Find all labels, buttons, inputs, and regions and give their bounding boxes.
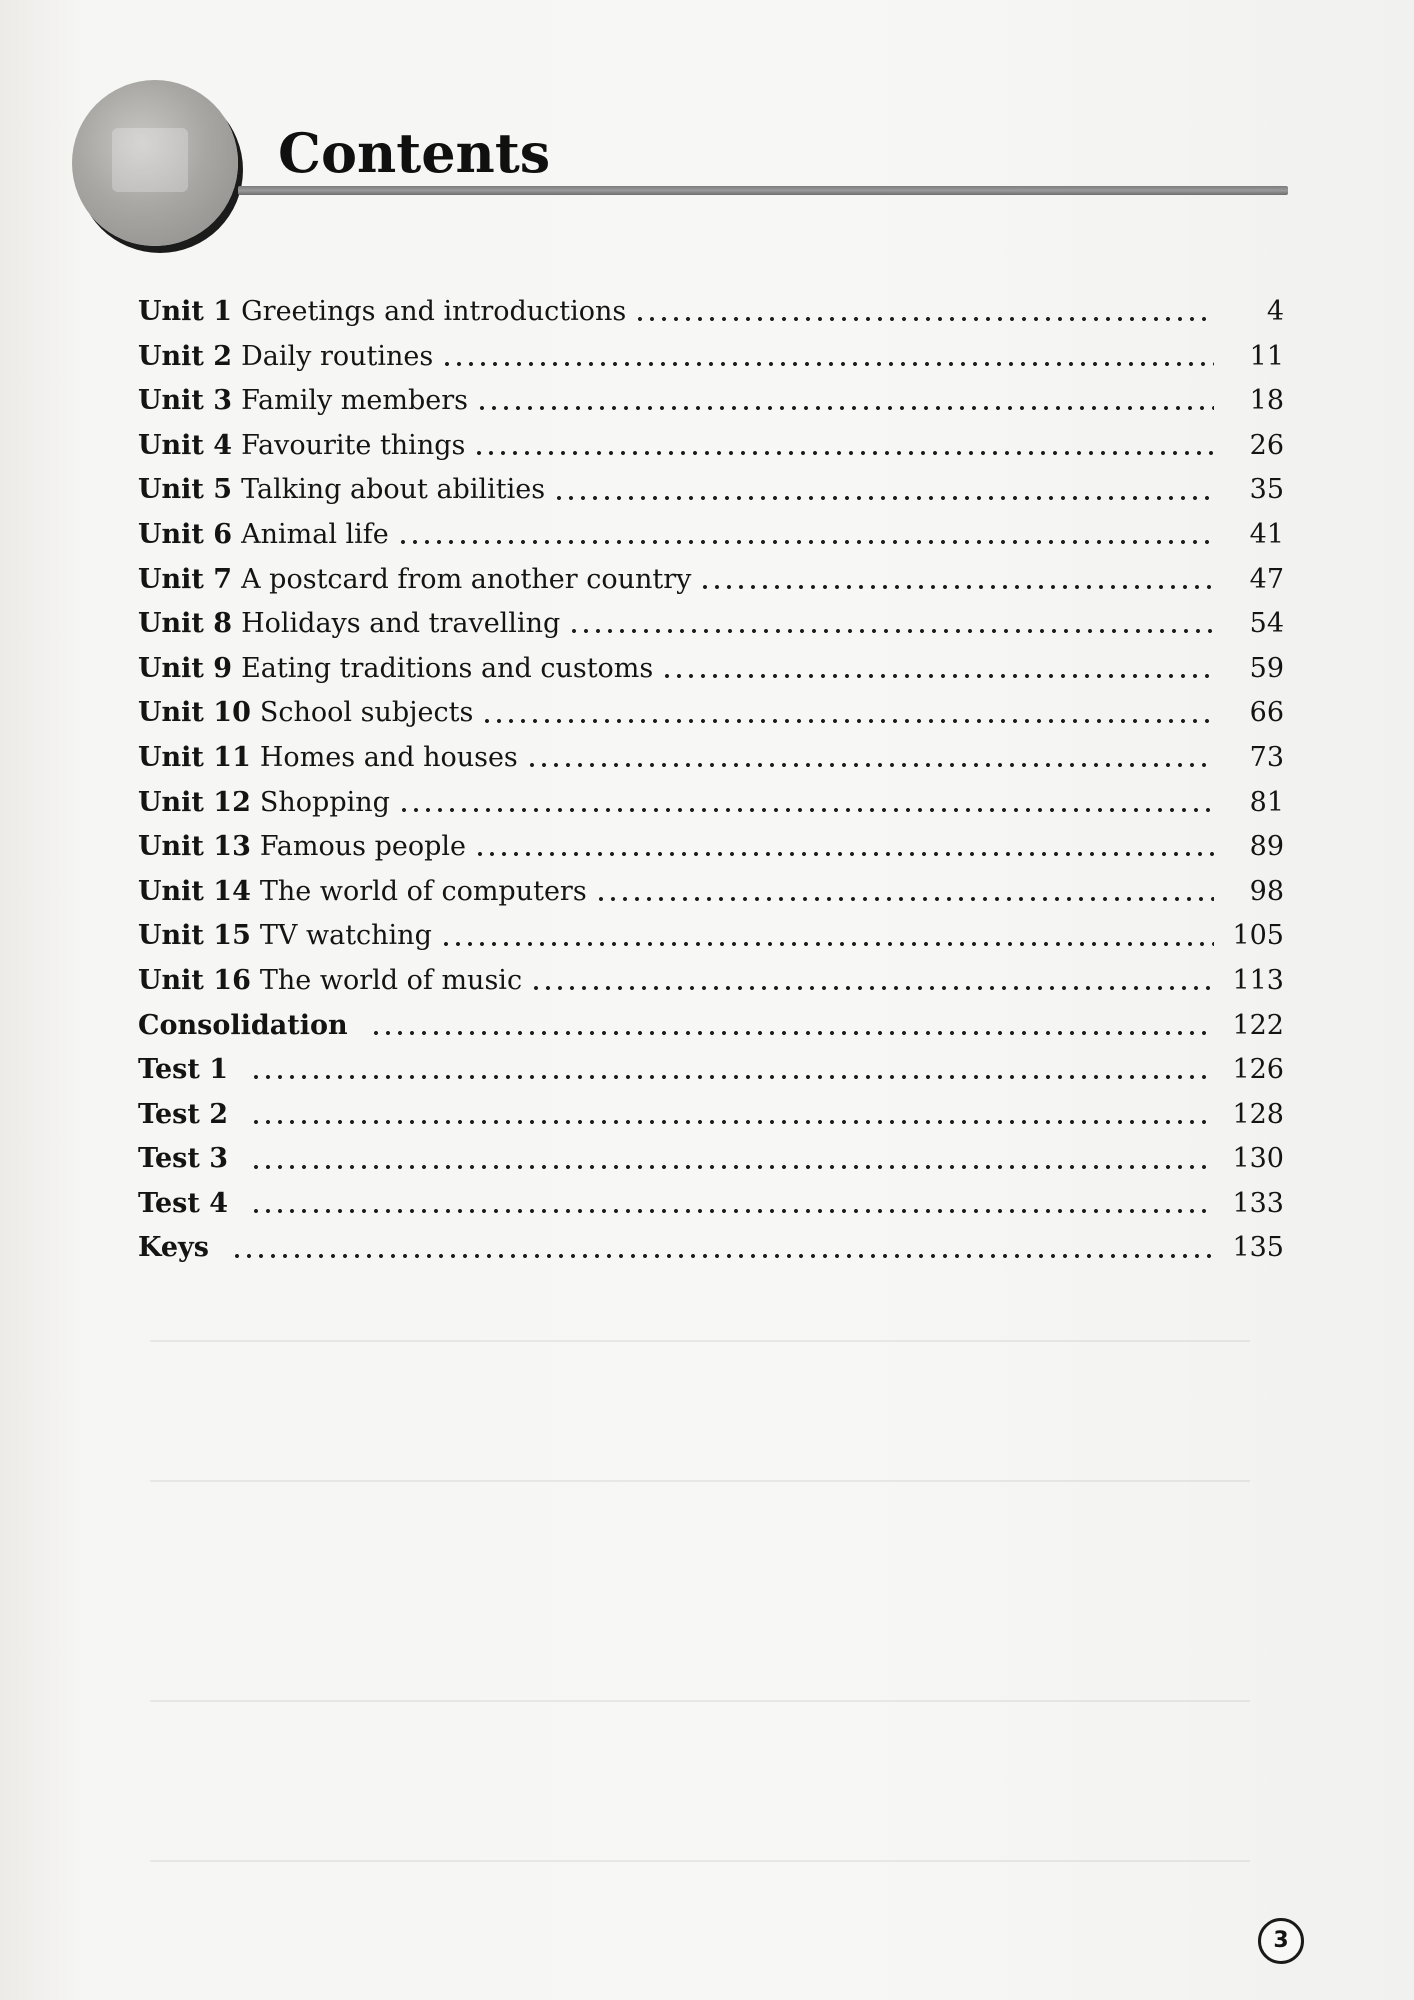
title-underline [238, 186, 1288, 195]
dot-leader [481, 718, 1214, 724]
toc-entry-title: Animal life [241, 518, 389, 550]
toc-entry-title: Eating traditions and customs [241, 652, 654, 684]
toc-entry-label: Unit 6 [138, 518, 233, 550]
toc-entry[interactable] [138, 513, 1284, 558]
toc-entry-label: Unit 4 [138, 429, 233, 461]
show-through-line [150, 1480, 1250, 1482]
toc-entry-page: 66 [1249, 697, 1284, 729]
toc-entry-title: The world of music [259, 964, 523, 996]
toc-entry[interactable] [138, 691, 1284, 736]
toc-entry-label: Unit 12 [138, 786, 251, 818]
toc-entry[interactable] [138, 870, 1284, 915]
dot-leader [440, 941, 1214, 947]
toc-entry-label: Unit 2 [138, 340, 233, 372]
toc-entry-label: Unit 1 [138, 296, 233, 327]
dot-leader [398, 807, 1214, 813]
toc-entry-page: 128 [1232, 1098, 1284, 1130]
toc-entry-page: 130 [1232, 1143, 1284, 1175]
page-title: Contents [278, 121, 551, 185]
contents-header [72, 80, 1292, 250]
toc-entry-label: Unit 8 [138, 608, 233, 640]
toc-entry-page: 35 [1249, 474, 1284, 506]
toc-entry-page: 113 [1232, 964, 1284, 996]
toc-entry-label: Unit 5 [138, 474, 233, 506]
toc-entry-page: 54 [1249, 608, 1284, 640]
toc-entry-title: School subjects [259, 697, 474, 729]
toc-entry-label: Unit 13 [138, 831, 251, 863]
toc-entry-title: The world of computers [259, 875, 587, 907]
toc-entry-label: Unit 16 [138, 964, 251, 996]
toc-entry-title: Greetings and introductions [241, 296, 627, 327]
dot-leader [397, 539, 1214, 545]
toc-entry-title: TV watching [259, 920, 432, 952]
toc-entry-page: 4 [1266, 296, 1284, 327]
dot-leader [699, 584, 1214, 590]
toc-entry-label: Consolidation [138, 1009, 348, 1041]
toc-entry-label: Unit 11 [138, 741, 251, 773]
toc-entry-page: 135 [1232, 1232, 1284, 1264]
toc-entry-page: 18 [1249, 385, 1284, 417]
toc-entry-label: Test 3 [138, 1143, 229, 1175]
toc-entry-title: Favourite things [241, 429, 466, 461]
toc-entry[interactable] [138, 914, 1284, 959]
toc-entry-title: Shopping [259, 786, 390, 818]
dot-leader [250, 1208, 1214, 1214]
dot-leader [553, 495, 1214, 501]
dot-leader [568, 628, 1214, 634]
toc-entry-page: 133 [1232, 1187, 1284, 1219]
toc-entry-page: 26 [1249, 429, 1284, 461]
toc-entry-page: 126 [1232, 1054, 1284, 1086]
toc-entry[interactable] [138, 825, 1284, 870]
toc-entry-label: Keys [138, 1232, 209, 1264]
dot-leader [370, 1030, 1214, 1036]
dot-leader [661, 673, 1214, 679]
toc-entry-title: Holidays and travelling [241, 608, 561, 640]
toc-entry-title: Famous people [259, 831, 466, 863]
toc-entry-label: Unit 15 [138, 920, 251, 952]
dot-leader [526, 762, 1214, 768]
unit-badge-icon [72, 80, 238, 246]
dot-leader [476, 405, 1214, 411]
toc-entry-page: 105 [1232, 920, 1284, 952]
toc-entry[interactable] [138, 1048, 1284, 1093]
dot-leader [231, 1253, 1214, 1259]
toc-entry-page: 41 [1249, 518, 1284, 550]
toc-entry[interactable] [138, 558, 1284, 603]
page-number: 3 [1258, 1918, 1304, 1964]
toc-entry-label: Unit 10 [138, 697, 251, 729]
toc-entry[interactable] [138, 602, 1284, 647]
toc-entry[interactable] [138, 781, 1284, 826]
toc-entry-label: Unit 3 [138, 385, 233, 417]
toc-entry-title: Homes and houses [259, 741, 518, 773]
toc-entry-page: 89 [1249, 831, 1284, 863]
toc-entry-page: 98 [1249, 875, 1284, 907]
toc-entry-label: Unit 7 [138, 563, 233, 595]
toc-entry-page: 59 [1249, 652, 1284, 684]
toc-entry[interactable] [138, 424, 1284, 469]
toc-entry[interactable] [138, 1004, 1284, 1049]
toc-entry[interactable] [138, 1182, 1284, 1227]
toc-entry-label: Unit 14 [138, 875, 251, 907]
toc-entry[interactable] [138, 959, 1284, 1004]
toc-entry-title: Daily routines [241, 340, 434, 372]
toc-entry-label: Unit 9 [138, 652, 233, 684]
toc-entry[interactable] [138, 647, 1284, 692]
badge-picture [112, 128, 188, 192]
toc-entry[interactable] [138, 736, 1284, 781]
dot-leader [250, 1074, 1214, 1080]
dot-leader [473, 450, 1214, 456]
dot-leader [595, 896, 1214, 902]
show-through-line [150, 1700, 1250, 1702]
show-through-line [150, 1860, 1250, 1862]
toc-entry-page: 47 [1249, 563, 1284, 595]
toc-entry-label: Test 2 [138, 1098, 229, 1130]
dot-leader [530, 985, 1214, 991]
dot-leader [474, 851, 1214, 857]
toc-entry-page: 122 [1232, 1009, 1284, 1041]
toc-entry[interactable] [138, 290, 1284, 335]
toc-entry[interactable] [138, 379, 1284, 424]
toc-entry-title: Family members [241, 385, 469, 417]
dot-leader [441, 361, 1214, 367]
toc-entry[interactable] [138, 1137, 1284, 1182]
toc-entry-page: 11 [1249, 340, 1284, 372]
dot-leader [634, 316, 1214, 322]
toc-entry-label: Test 1 [138, 1054, 229, 1086]
toc-entry[interactable] [138, 468, 1284, 513]
toc-entry-title: Talking about abilities [241, 474, 546, 506]
dot-leader [250, 1119, 1214, 1125]
toc-entry[interactable] [138, 1093, 1284, 1138]
dot-leader [250, 1164, 1214, 1170]
toc-entry-title: A postcard from another country [241, 563, 692, 595]
toc-entry-page: 81 [1249, 786, 1284, 818]
toc-entry-page: 73 [1249, 741, 1284, 773]
table-of-contents [138, 290, 1284, 1271]
toc-entry[interactable] [138, 335, 1284, 380]
toc-entry[interactable] [138, 1226, 1284, 1271]
show-through-line [150, 1340, 1250, 1342]
toc-entry-label: Test 4 [138, 1187, 229, 1219]
